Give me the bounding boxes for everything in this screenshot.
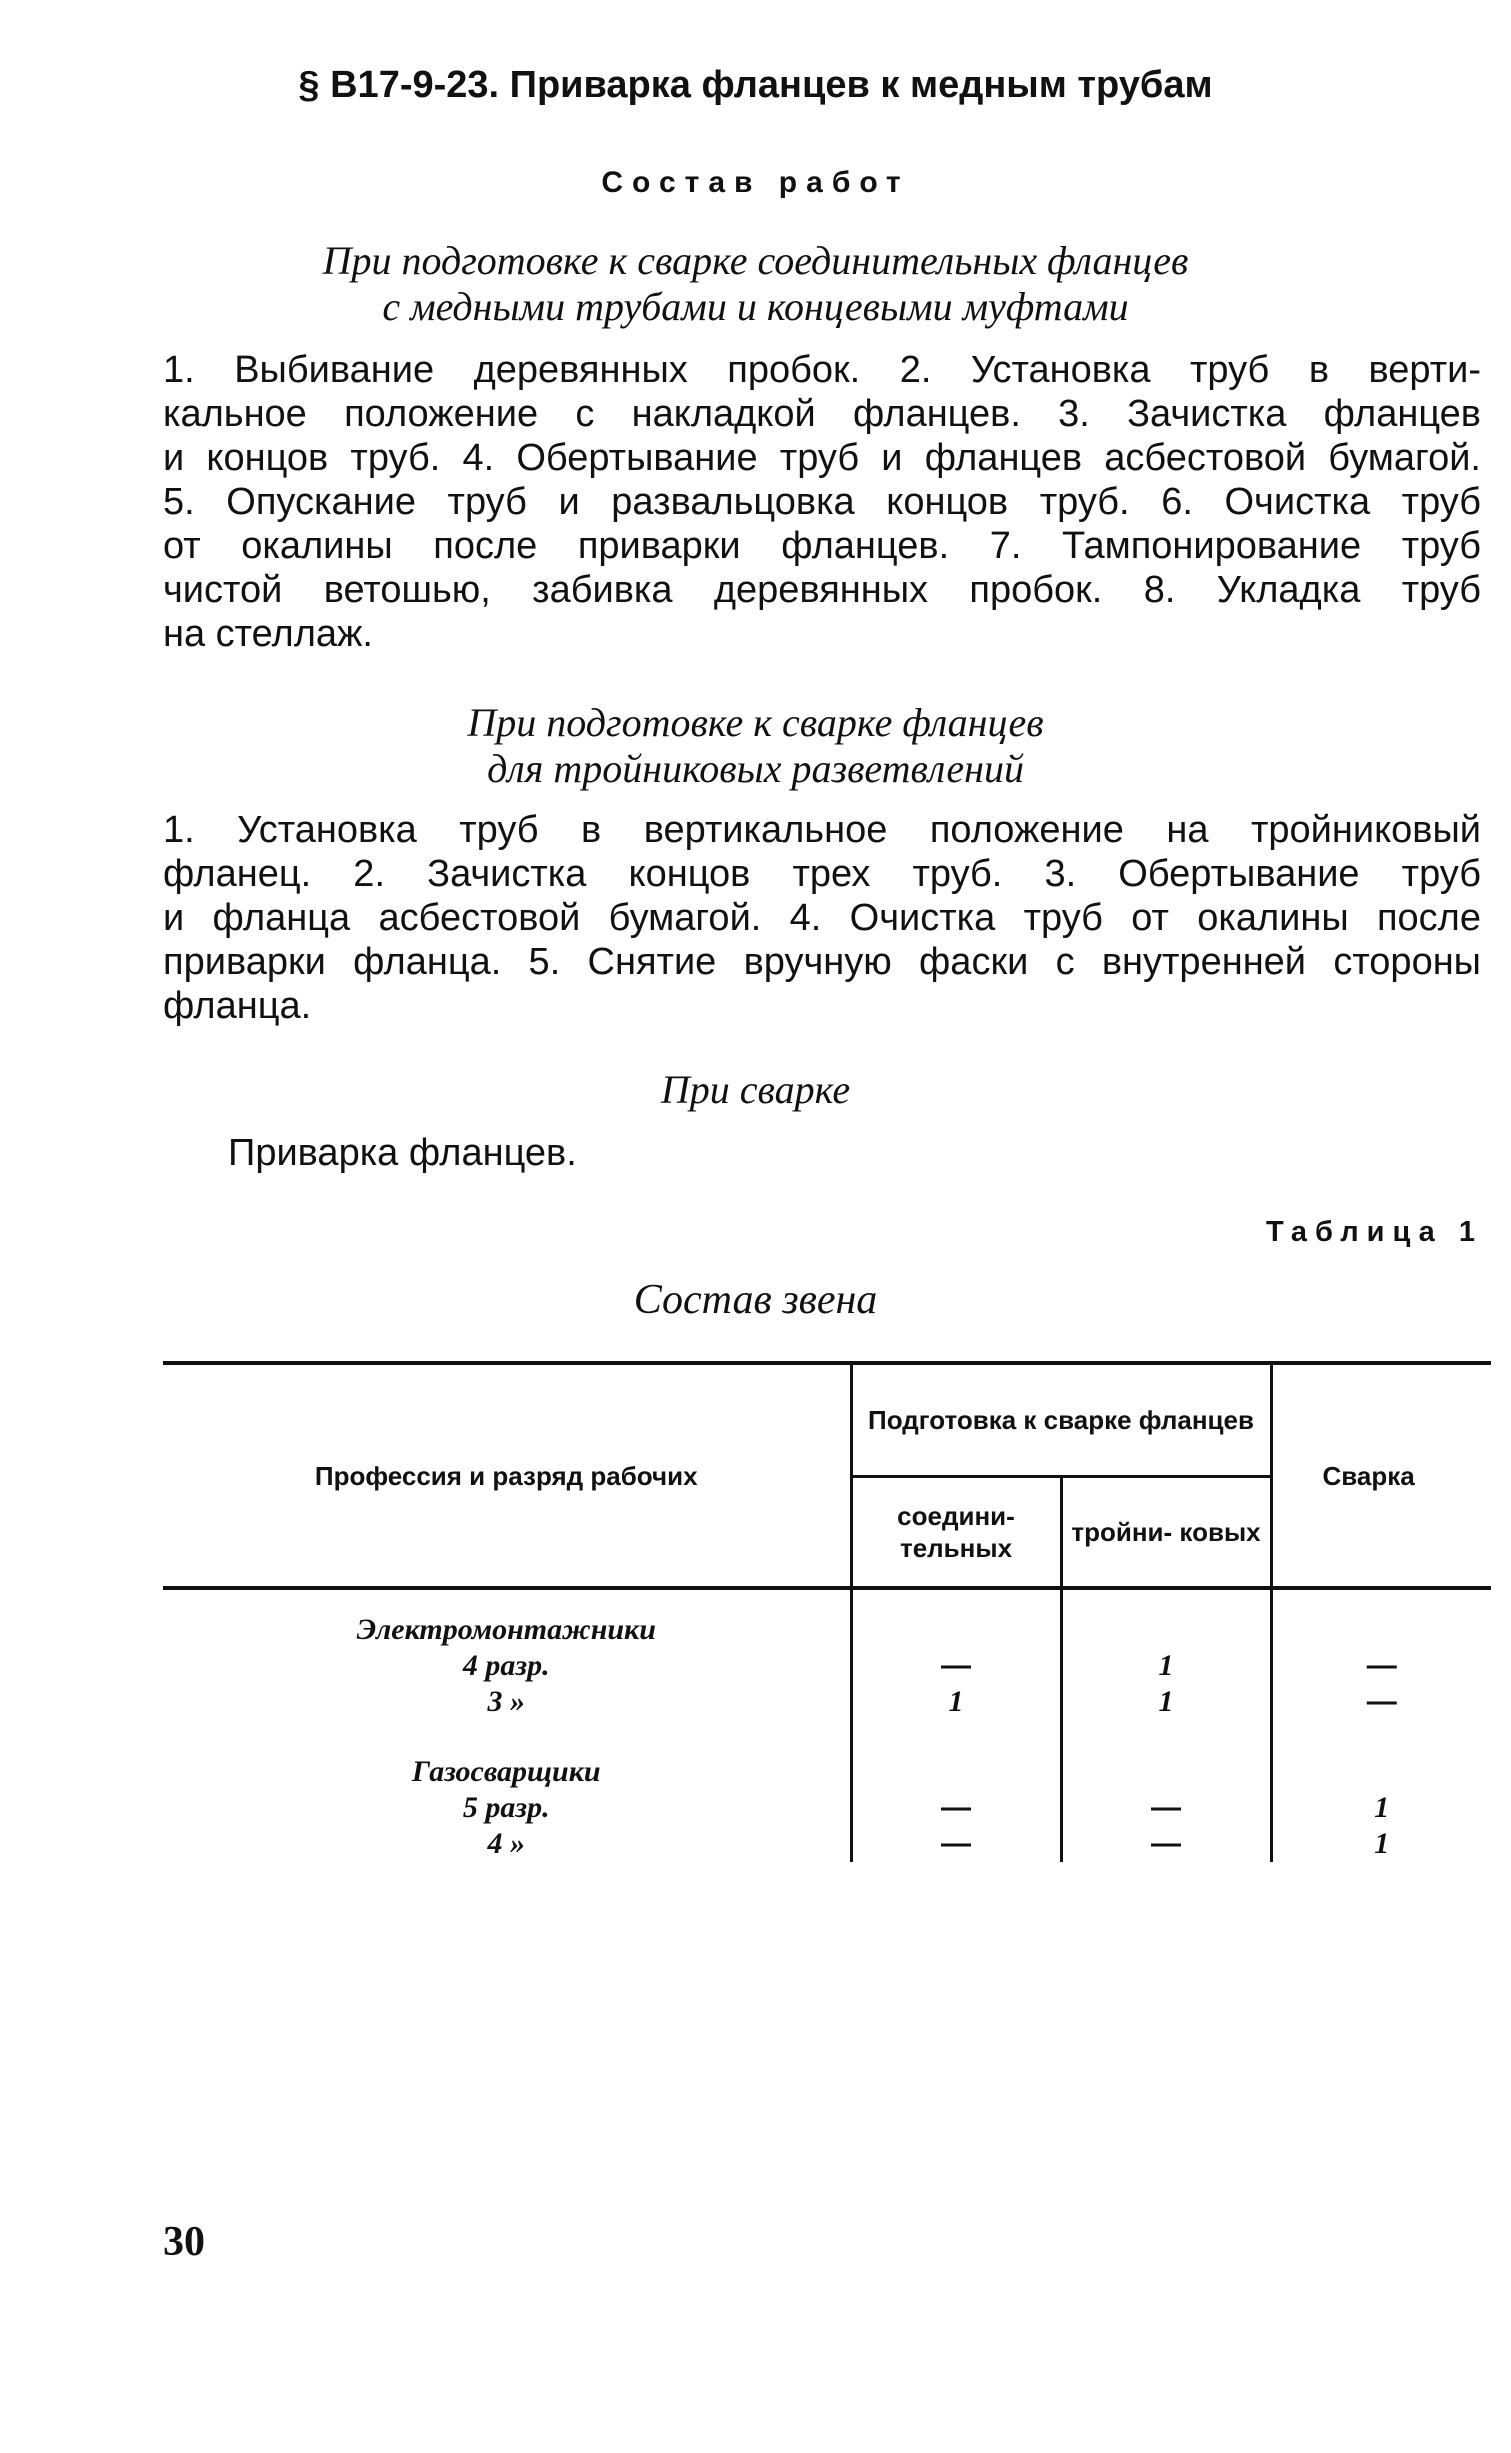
header-welding: Сварка bbox=[1271, 1363, 1491, 1588]
paragraph-line: приварки фланца. 5. Снятие вручную фаски с внутренней стороны bbox=[163, 941, 1481, 983]
table-title: Состав звена bbox=[633, 1277, 878, 1323]
grade-cell: 4 » bbox=[487, 1827, 525, 1860]
paragraph-line: от окалины после приварки фланцев. 7. Тампонирование труб bbox=[163, 525, 1481, 567]
welding-cell: — bbox=[1366, 1649, 1397, 1682]
section3-heading: При сварке bbox=[660, 1067, 851, 1112]
welding-cell: 1 bbox=[1374, 1827, 1390, 1860]
tee-cell: — bbox=[1061, 1826, 1271, 1862]
paragraph-line: 5. Опускание труб и развальцовка концов труб. 6. Очистка труб bbox=[163, 481, 1481, 523]
grade-cell: 3 » bbox=[487, 1685, 525, 1718]
table-row bbox=[163, 1648, 1491, 1684]
section2-heading-line1: При подготовке к сварке фланцев bbox=[467, 700, 1044, 745]
table-row bbox=[163, 1826, 1491, 1862]
section1-heading-line2: с медными трубами и концевыми муфтами bbox=[382, 284, 1129, 329]
section-title: § В17-9-23. Приварка фланцев к медным трубам bbox=[298, 64, 1213, 106]
paragraph-line: и фланца асбестовой бумагой. 4. Очистка труб от окалины после bbox=[163, 897, 1481, 939]
paragraph-line: фланец. 2. Зачистка концов трех труб. 3. Обертывание труб bbox=[163, 853, 1481, 895]
section3-text: Приварка фланцев. bbox=[228, 1132, 577, 1174]
paragraph-line: и концов труб. 4. Обертывание труб и фланцев асбестовой бумагой. bbox=[163, 437, 1481, 479]
table-row bbox=[163, 1684, 1491, 1720]
section1-heading-line1: При подготовке к сварке соединительных фланцев bbox=[322, 238, 1189, 283]
paragraph-line: 1. Выбивание деревянных пробок. 2. Установка труб в верти- bbox=[163, 349, 1481, 391]
group-name: Электромонтажники bbox=[356, 1613, 656, 1646]
connecting-cell: 1 bbox=[851, 1684, 1061, 1720]
section2-heading bbox=[0, 700, 1511, 792]
section2-heading-line2: для тройниковых разветвлений bbox=[487, 746, 1024, 791]
grade-cell: 4 разр. bbox=[462, 1649, 550, 1682]
work-composition-heading: Состав работ bbox=[601, 166, 910, 199]
section1-paragraph bbox=[163, 348, 1481, 656]
paragraph-line: 1. Установка труб в вертикальное положение на тройниковый bbox=[163, 809, 1481, 851]
paragraph-line: на стеллаж. bbox=[163, 613, 373, 655]
group-name: Газосварщики bbox=[411, 1755, 601, 1788]
welding-cell: 1 bbox=[1374, 1791, 1390, 1824]
tee-cell: — bbox=[1061, 1790, 1271, 1826]
header-preparation-group: Подготовка к сварке фланцев bbox=[851, 1363, 1271, 1477]
section1-heading bbox=[0, 238, 1511, 330]
paragraph-line: кальное положение с накладкой фланцев. 3. Зачистка фланцев bbox=[163, 393, 1481, 435]
table-row bbox=[163, 1790, 1491, 1826]
tee-cell: 1 bbox=[1061, 1648, 1271, 1684]
paragraph-line: чистой ветошью, забивка деревянных пробок. 8. Укладка труб bbox=[163, 569, 1481, 611]
header-profession: Профессия и разряд рабочих bbox=[163, 1363, 851, 1588]
table-label: Таблица 1 bbox=[1265, 1216, 1483, 1248]
grade-cell: 5 разр. bbox=[462, 1791, 550, 1824]
welding-cell: — bbox=[1366, 1685, 1397, 1718]
crew-table bbox=[163, 1361, 1491, 1862]
group-row bbox=[163, 1612, 1491, 1648]
connecting-cell: — bbox=[851, 1790, 1061, 1826]
header-prep-connecting: соедини- тельных bbox=[851, 1477, 1061, 1589]
page-number: 30 bbox=[163, 2219, 205, 2265]
group-row bbox=[163, 1754, 1491, 1790]
header-prep-tee: тройни- ковых bbox=[1061, 1477, 1271, 1589]
tee-cell: 1 bbox=[1061, 1684, 1271, 1720]
connecting-cell: — bbox=[851, 1648, 1061, 1684]
section2-paragraph bbox=[163, 808, 1481, 1028]
paragraph-line: фланца. bbox=[163, 985, 312, 1027]
connecting-cell: — bbox=[851, 1826, 1061, 1862]
